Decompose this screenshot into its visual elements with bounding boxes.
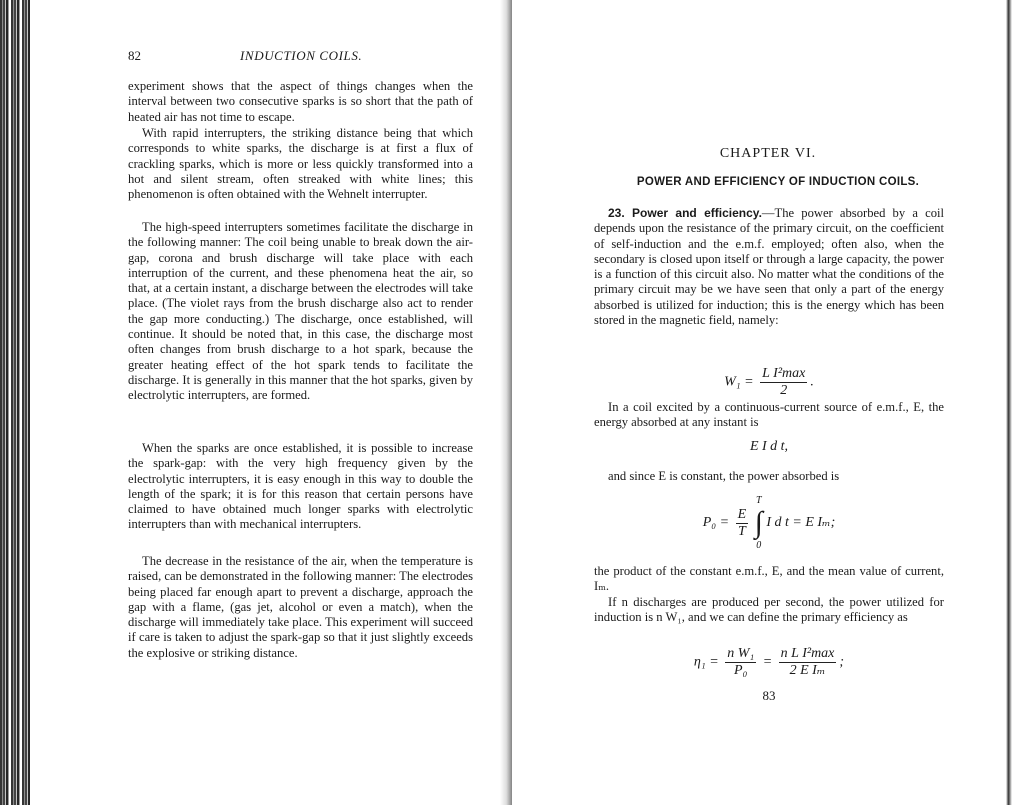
paragraph: experiment shows that the aspect of things changes when the interval between two consecutive sparks is so short that the path of heated air has not time to escape.: [128, 79, 473, 124]
integral-sign: [755, 495, 763, 551]
eq-lhs: η₁ =: [693, 654, 719, 670]
denominator: T: [737, 523, 746, 539]
equation-energy-instant: E I d t,: [749, 439, 789, 454]
integral-upper-limit: T: [755, 495, 762, 506]
denominator: P₀: [733, 663, 748, 678]
paragraph: the product of the constant e.m.f., E, and the mean value of current, Iₘ.: [594, 564, 944, 594]
denominator: 2 E Iₘ: [789, 663, 826, 678]
book-gutter: [500, 0, 512, 805]
right-page: [512, 0, 1024, 805]
equation-power: [594, 495, 944, 551]
integrand: I d t = E Iₘ;: [766, 515, 836, 531]
scan-edge-right: [1006, 0, 1012, 805]
paragraph: The decrease in the resistance of the air, when the temperature is raised, can be demonstrated in the following manner: The electrodes being placed far enough apart to prevent a discharge, approach the gap with a flame, (gas jet, alcohol or even a match), when the discharge will immediately take place. This experiment will succeed if care is taken to adjust the spark-gap so that it just slightly exceeds the explosive or striking distance.: [128, 554, 473, 660]
eq-lhs: W₁ =: [724, 374, 754, 390]
fraction: [760, 366, 807, 399]
integral-symbol-icon: ∫: [754, 506, 763, 539]
integral-lower-limit: 0: [756, 540, 762, 551]
equation-efficiency: [594, 646, 944, 679]
denominator: 2: [780, 383, 788, 398]
paragraph-text: —The power absorbed by a coil depends upon the resistance of the primary circuit, on the coefficient of self-induction and the e.m.f. employed; often also, when the secondary is closed upon itself or through a large capacity, the power is a function of this circuit also. No matter what the conditions of the primary circuit may be we have seen that only a part of the energy absorbed is utilized for induction; this is the energy which has been stored in the magnetic field, namely:: [594, 206, 944, 328]
paragraph: In a coil excited by a continuous-current source of e.m.f., E, the energy absorbed at any instant is: [594, 400, 944, 430]
scan-edge-left: [0, 0, 30, 805]
paragraph: If n discharges are produced per second, the power utilized for induction is n W₁, and we can define the primary efficiency as: [594, 595, 944, 625]
chapter-title: POWER AND EFFICIENCY OF INDUCTION COILS.: [636, 176, 920, 188]
equation-energy: [594, 366, 944, 399]
running-head: [128, 48, 478, 68]
eq-tail: ;: [839, 654, 845, 670]
fraction: [725, 646, 756, 679]
chapter-number: CHAPTER VI.: [719, 146, 817, 161]
fraction: [736, 507, 749, 540]
numerator: L I²max: [762, 366, 806, 381]
section-heading: 23. Power and efficiency.: [608, 206, 762, 220]
numerator: n W₁: [727, 646, 755, 661]
eq-equals: =: [762, 654, 773, 670]
page-number-right: 83: [762, 688, 776, 703]
eq-tail: .: [810, 374, 814, 390]
paragraph: With rapid interrupters, the striking distance being that which corresponds to white sparks, the discharge is at first a flux of crackling sparks, which is more or less quickly transformed into a hot and silent stream, often streaked with white lines; this phenomenon is often obtained with the Wehnelt interrupter.: [128, 126, 473, 202]
paragraph: When the sparks are once established, it is possible to increase the spark-gap: with the very high frequency given by the electrolytic interrupters, it is easy enough in this way to double the length of the spark; it is for this reason that certain persons have claimed to have obtained much longer sparks with electrolytic interrupters than with mechanical interrupters.: [128, 441, 473, 532]
paragraph: [594, 206, 944, 328]
running-title: INDUCTION COILS.: [240, 48, 363, 63]
page-number-left: 82: [128, 48, 141, 63]
paragraph: and since E is constant, the power absorbed is: [608, 469, 840, 483]
numerator: n L I²max: [780, 646, 835, 661]
paragraph: The high-speed interrupters sometimes facilitate the discharge in the following manner: The coil being unable to break down the air-gap, corona and brush discharge will take place with each interruption of the current, and these phenomena heat the air, so that, at a certain instant, a discharge between the electrodes will take place. (The violet rays from the brush discharge also act to render the gap more conducting.) The discharge, once established, will continue. It should be noted that, in this case, the discharge most often changes from brush discharge to a hot spark, because the greater heating effect of the hot spark tends to facilitate the discharge. It is generally in this manner that the hot sparks, given by electrolytic interrupters, are formed.: [128, 220, 473, 403]
eq-lhs: P₀ =: [702, 515, 730, 531]
numerator: E: [737, 506, 747, 522]
fraction: [779, 646, 837, 679]
